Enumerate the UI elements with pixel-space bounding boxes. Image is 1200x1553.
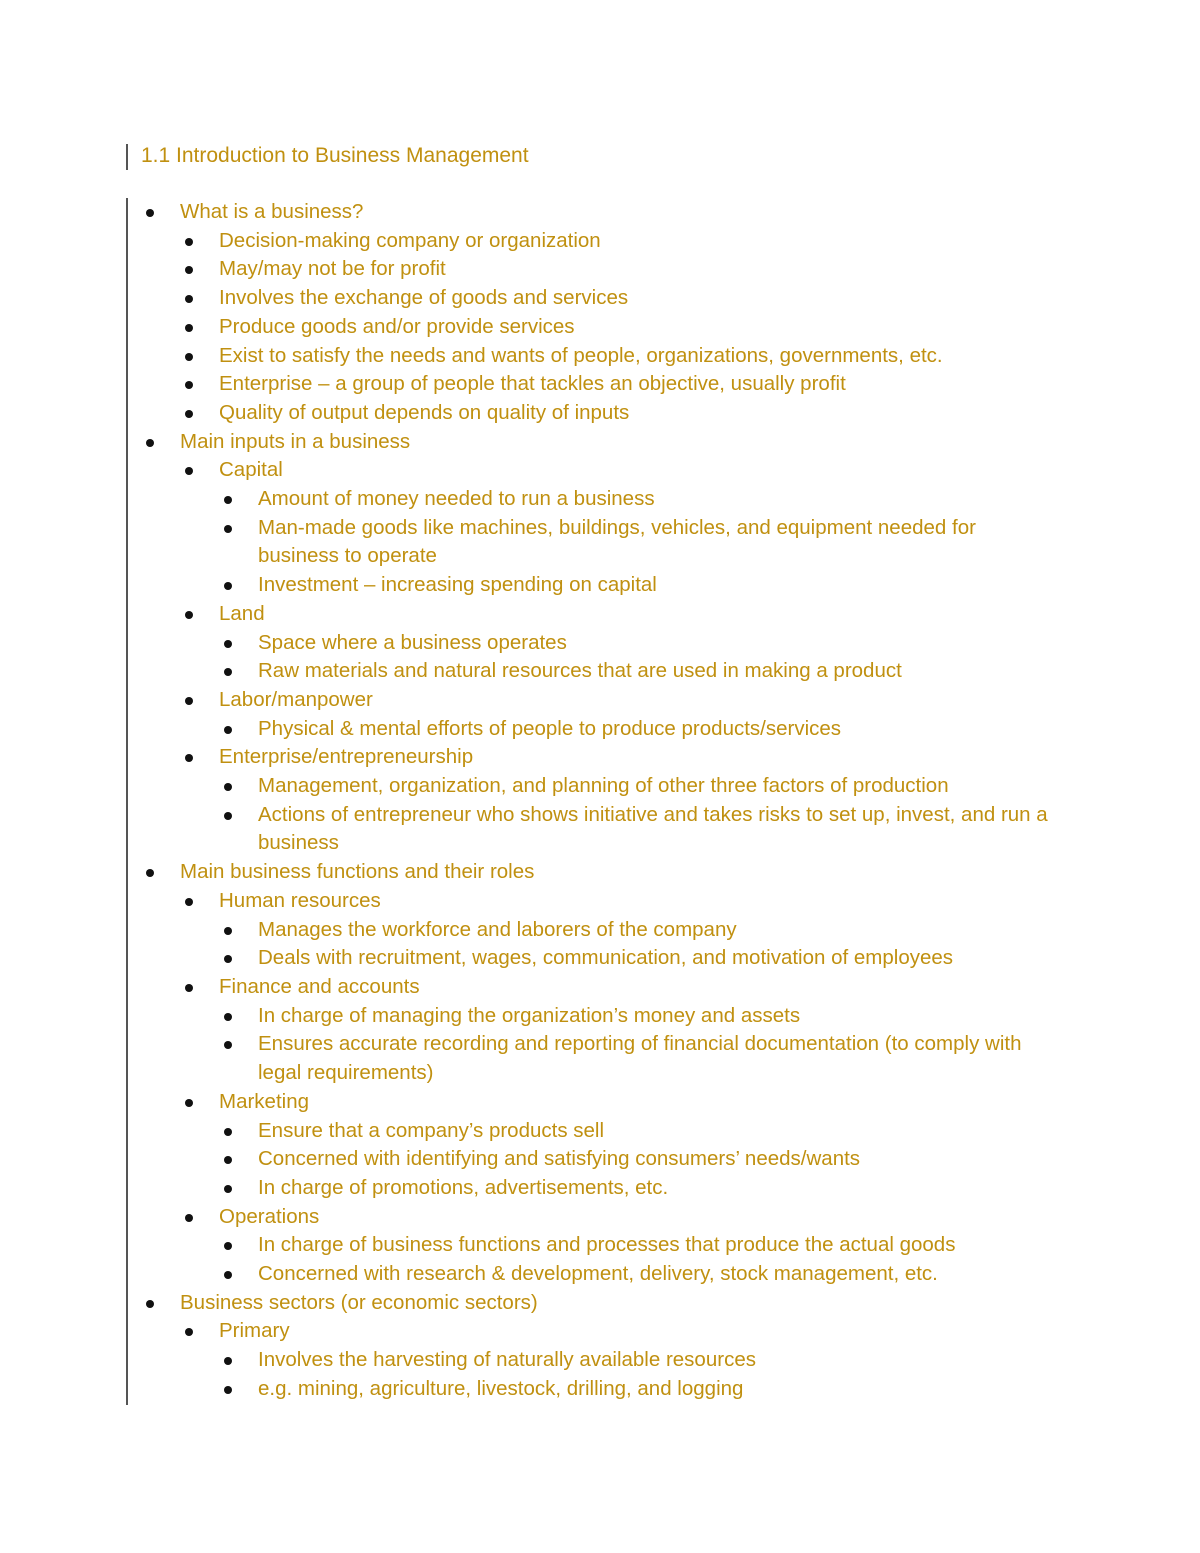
list-item bbox=[0, 772, 1058, 801]
bullet-icon bbox=[185, 1099, 193, 1107]
list-item bbox=[0, 227, 1200, 256]
list-item bbox=[0, 1289, 1200, 1318]
list-item bbox=[0, 1375, 1058, 1404]
list-item-text: Main business functions and their roles bbox=[180, 860, 535, 884]
list-item-text: Concerned with research & development, delivery, stock management, etc. bbox=[258, 1262, 938, 1286]
bullet-icon bbox=[185, 754, 193, 762]
bullet-icon bbox=[185, 898, 193, 906]
list-item-text: In charge of business functions and processes that produce the actual goods bbox=[258, 1233, 956, 1257]
bullet-icon bbox=[224, 783, 232, 791]
list-item-text: What is a business? bbox=[180, 200, 364, 223]
list-item bbox=[0, 514, 1058, 571]
list-item bbox=[0, 743, 1200, 772]
list-item bbox=[0, 686, 1200, 715]
bullet-icon bbox=[224, 1271, 232, 1279]
list-item-text: Actions of entrepreneur who shows initiative and takes risks to set up, invest, and run a business bbox=[258, 802, 1048, 855]
list-item-text: May/may not be for profit bbox=[219, 257, 446, 281]
list-item bbox=[0, 1174, 1058, 1203]
list-item bbox=[0, 399, 1200, 428]
list-item-text: Involves the exchange of goods and services bbox=[219, 286, 629, 310]
list-item-text: e.g. mining, agriculture, livestock, drilling, and logging bbox=[258, 1376, 744, 1400]
bullet-icon bbox=[185, 611, 193, 619]
list-item-text: Operations bbox=[219, 1204, 320, 1228]
list-item-text: Capital bbox=[219, 458, 283, 482]
list-item-text: Amount of money needed to run a business bbox=[258, 487, 655, 511]
list-item-text: Quality of output depends on quality of inputs bbox=[219, 400, 630, 424]
list-item bbox=[0, 1002, 1058, 1031]
list-item bbox=[0, 1346, 1058, 1375]
list-item-text: Deals with recruitment, wages, communication, and motivation of employees bbox=[258, 946, 954, 970]
bullet-icon bbox=[185, 697, 193, 705]
list-item-text: Management, organization, and planning of other three factors of production bbox=[258, 774, 949, 798]
list-item bbox=[0, 428, 1200, 457]
bullet-icon bbox=[185, 295, 193, 303]
bullet-icon bbox=[185, 467, 193, 475]
bullet-icon bbox=[185, 266, 193, 274]
revision-bar bbox=[126, 144, 128, 170]
list-item bbox=[0, 916, 1058, 945]
list-item bbox=[0, 715, 1058, 744]
list-item bbox=[0, 1145, 1058, 1174]
list-item bbox=[0, 1030, 1058, 1087]
bullet-icon bbox=[146, 1300, 154, 1308]
list-item-text: Man-made goods like machines, buildings, vehicles, and equipment needed for business to operate bbox=[258, 515, 976, 568]
bullet-icon bbox=[224, 1185, 232, 1193]
list-item-text: Marketing bbox=[219, 1089, 310, 1113]
list-item-text: Labor/manpower bbox=[219, 687, 373, 711]
list-item-text: Manages the workforce and laborers of the company bbox=[258, 917, 737, 941]
bullet-icon bbox=[185, 238, 193, 246]
bullet-icon bbox=[146, 439, 154, 447]
list-item bbox=[0, 342, 1200, 371]
list-item bbox=[0, 1088, 1200, 1117]
bullet-icon bbox=[224, 496, 232, 504]
list-item-text: Decision-making company or organization bbox=[219, 228, 601, 252]
list-item-text: Enterprise/entrepreneurship bbox=[219, 745, 474, 769]
bullet-icon bbox=[224, 726, 232, 734]
list-item-text: Ensure that a company’s products sell bbox=[258, 1118, 605, 1142]
bullet-icon bbox=[185, 381, 193, 389]
list-item bbox=[0, 657, 1058, 686]
list-item-text: Space where a business operates bbox=[258, 630, 567, 654]
outline-list bbox=[0, 198, 1200, 1404]
list-item bbox=[0, 1260, 1058, 1289]
list-item bbox=[0, 1117, 1058, 1146]
list-item bbox=[0, 887, 1200, 916]
bullet-icon bbox=[224, 812, 232, 820]
bullet-icon bbox=[185, 984, 193, 992]
bullet-icon bbox=[185, 410, 193, 418]
bullet-icon bbox=[224, 955, 232, 963]
list-item bbox=[0, 571, 1058, 600]
list-item-text: Main inputs in a business bbox=[180, 429, 411, 453]
bullet-icon bbox=[146, 869, 154, 877]
bullet-icon bbox=[224, 1242, 232, 1250]
bullet-icon bbox=[224, 1013, 232, 1021]
list-item-text: Investment – increasing spending on capital bbox=[258, 573, 657, 597]
bullet-icon bbox=[224, 582, 232, 590]
list-item-text: Physical & mental efforts of people to produce products/services bbox=[258, 716, 842, 740]
list-item-text: Primary bbox=[219, 1319, 290, 1343]
list-item bbox=[0, 255, 1200, 284]
list-item bbox=[0, 944, 1058, 973]
bullet-icon bbox=[224, 1156, 232, 1164]
bullet-icon bbox=[224, 1386, 232, 1394]
list-item-text: Business sectors (or economic sectors) bbox=[180, 1290, 538, 1314]
list-item bbox=[0, 1203, 1200, 1232]
list-item bbox=[0, 629, 1058, 658]
list-item bbox=[0, 456, 1200, 485]
list-item bbox=[0, 858, 1200, 887]
list-item bbox=[0, 1317, 1200, 1346]
list-item-text: In charge of promotions, advertisements, etc. bbox=[258, 1175, 669, 1199]
bullet-icon bbox=[185, 1328, 193, 1336]
list-item-text: Land bbox=[219, 601, 265, 625]
bullet-icon bbox=[224, 668, 232, 676]
bullet-icon bbox=[185, 324, 193, 332]
list-item-text: Enterprise – a group of people that tackles an objective, usually profit bbox=[219, 372, 846, 396]
list-item-text: Produce goods and/or provide services bbox=[219, 314, 575, 338]
list-item bbox=[0, 1231, 1058, 1260]
list-item-text: Involves the harvesting of naturally available resources bbox=[258, 1348, 756, 1372]
list-item bbox=[0, 600, 1200, 629]
bullet-icon bbox=[185, 353, 193, 361]
list-item-text: Exist to satisfy the needs and wants of people, organizations, governments, etc. bbox=[219, 343, 943, 367]
list-item-text: Ensures accurate recording and reporting of financial documentation (to comply with legal requirements) bbox=[258, 1032, 1022, 1085]
list-item bbox=[0, 801, 1058, 858]
list-item bbox=[0, 198, 1200, 227]
list-item bbox=[0, 313, 1200, 342]
list-item bbox=[0, 370, 1200, 399]
list-item bbox=[0, 284, 1200, 313]
bullet-icon bbox=[224, 1041, 232, 1049]
list-item-text: Human resources bbox=[219, 888, 381, 912]
bullet-icon bbox=[224, 1357, 232, 1365]
bullet-icon bbox=[224, 927, 232, 935]
bullet-icon bbox=[224, 1128, 232, 1136]
list-item-text: Finance and accounts bbox=[219, 974, 420, 998]
bullet-icon bbox=[146, 209, 154, 217]
list-item bbox=[0, 973, 1200, 1002]
list-item bbox=[0, 485, 1058, 514]
list-item-text: Raw materials and natural resources that are used in making a product bbox=[258, 659, 902, 683]
bullet-icon bbox=[224, 640, 232, 648]
bullet-icon bbox=[185, 1214, 193, 1222]
bullet-icon bbox=[224, 525, 232, 533]
list-item-text: In charge of managing the organization’s money and assets bbox=[258, 1003, 801, 1027]
list-item-text: Concerned with identifying and satisfying consumers’ needs/wants bbox=[258, 1147, 861, 1171]
page-title: 1.1 Introduction to Business Management bbox=[141, 144, 529, 167]
